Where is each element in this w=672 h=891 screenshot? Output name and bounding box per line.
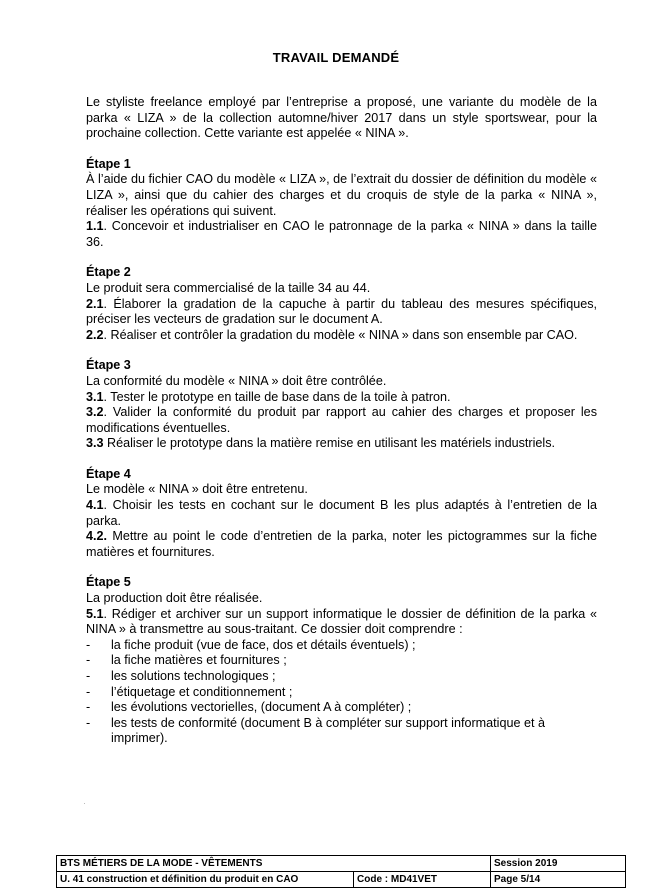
- task-item: [86, 328, 597, 344]
- footer-program: BTS MÉTIERS DE LA MODE - VÊTEMENTS: [57, 856, 491, 872]
- task-text: . Concevoir et industrialiser en CAO le patronnage de la parka « NINA » dans la taille 36.: [86, 219, 597, 249]
- step-description: La conformité du modèle « NINA » doit être contrôlée.: [86, 373, 387, 388]
- task-item: [86, 405, 597, 436]
- step-title: Étape 4: [86, 466, 131, 481]
- task-text: . Réaliser et contrôler la gradation du modèle « NINA » dans son ensemble par CAO.: [103, 327, 578, 342]
- task-number: 2.2: [86, 327, 104, 342]
- step-description: Le produit sera commercialisé de la taille 34 au 44.: [86, 280, 371, 295]
- task-number: 1.1: [86, 219, 104, 234]
- bullet-dash: -: [86, 653, 91, 668]
- list-item-text: l’étiquetage et conditionnement ;: [111, 684, 293, 699]
- footer-page: Page 5/14: [491, 872, 626, 888]
- bullet-dash: -: [86, 684, 91, 699]
- task-item: [86, 436, 597, 452]
- step-5: [86, 575, 597, 747]
- bullet-dash: -: [86, 669, 91, 683]
- step-2: [86, 265, 597, 343]
- task-text: . Rédiger et archiver sur un support informatique le dossier de définition de la parka « NINA » à transmettre au sous-traitant. Ce dossier doit comprendre :: [86, 606, 597, 637]
- step-1: [86, 157, 597, 251]
- stray-dot: [84, 803, 85, 804]
- task-text: . Élaborer la gradation de la capuche à partir du tableau des mesures spécifiques, préciser les vecteurs de gradation sur le document A.: [86, 296, 597, 327]
- step-title: Étape 5: [86, 575, 131, 590]
- footer-unit: U. 41 construction et définition du produit en CAO: [57, 872, 354, 888]
- task-item: [86, 607, 597, 638]
- task-number: 5.1: [86, 606, 104, 621]
- list-item: [86, 716, 597, 747]
- footer-session: Session 2019: [491, 856, 626, 872]
- task-item: [86, 498, 597, 529]
- task-number: 3.2: [86, 405, 104, 420]
- step-3: [86, 358, 597, 452]
- bullet-dash: -: [86, 715, 91, 730]
- bullet-dash: -: [86, 700, 91, 715]
- task-item: [86, 219, 597, 250]
- deliverables-list: [86, 638, 597, 747]
- list-item: [86, 653, 597, 669]
- step-title: Étape 1: [86, 156, 131, 171]
- task-text: . Choisir les tests en cochant sur le document B les plus adaptés à l’entretien de la parka.: [86, 498, 597, 528]
- list-item: [86, 700, 597, 716]
- footer-row: [57, 856, 626, 872]
- task-item: [86, 529, 597, 560]
- task-number: 3.3: [86, 436, 104, 451]
- step-description: La production doit être réalisée.: [86, 591, 263, 606]
- task-item: [86, 390, 597, 406]
- step-4: [86, 467, 597, 561]
- list-item: [86, 669, 597, 685]
- footer-code: Code : MD41VET: [354, 872, 491, 888]
- page-title: TRAVAIL DEMANDÉ: [272, 50, 400, 65]
- list-item-text: les tests de conformité (document B à compléter sur support informatique et à imprimer).: [111, 715, 545, 746]
- intro-paragraph: Le styliste freelance employé par l’entreprise a proposé, une variante du modèle de la parka « LIZA » de la collection automne/hiver 2017 dans un style sportswear, pour la prochaine collection. Cette variante est appelée « NINA ».: [86, 95, 597, 141]
- list-item: [86, 685, 597, 701]
- task-text: Réaliser le prototype dans la matière remise en utilisant les matériels industriels.: [103, 436, 555, 451]
- step-title: Étape 2: [86, 265, 131, 280]
- document-body: [86, 95, 597, 762]
- step-title: Étape 3: [86, 358, 131, 373]
- task-text: . Valider la conformité du produit par rapport au cahier des charges et proposer les modifications éventuelles.: [86, 405, 597, 435]
- list-item-text: la fiche matières et fournitures ;: [111, 653, 287, 668]
- task-text: Mettre au point le code d’entretien de la parka, noter les pictogrammes sur la fiche matières et fournitures.: [86, 529, 597, 559]
- footer-table: [56, 855, 626, 888]
- list-item-text: les évolutions vectorielles, (document A à compléter) ;: [111, 700, 412, 715]
- task-number: 3.1: [86, 389, 104, 404]
- list-item: [86, 638, 597, 654]
- step-description: Le modèle « NINA » doit être entretenu.: [86, 482, 308, 497]
- step-description: À l’aide du fichier CAO du modèle « LIZA », de l’extrait du dossier de définition du modèle « LIZA », ainsi que du cahier des charges et du croquis de style de la parka « NINA », réaliser les opérations qui suivent.: [86, 172, 597, 218]
- task-text: . Tester le prototype en taille de base dans de la toile à patron.: [103, 389, 451, 404]
- task-number: 2.1: [86, 296, 104, 311]
- task-number: 4.1: [86, 498, 104, 513]
- footer-row: [57, 872, 626, 888]
- task-number: 4.2.: [86, 529, 108, 544]
- list-item-text: les solutions technologiques ;: [111, 669, 276, 683]
- bullet-dash: -: [86, 637, 91, 652]
- task-item: [86, 297, 597, 328]
- list-item-text: la fiche produit (vue de face, dos et détails éventuels) ;: [111, 637, 416, 652]
